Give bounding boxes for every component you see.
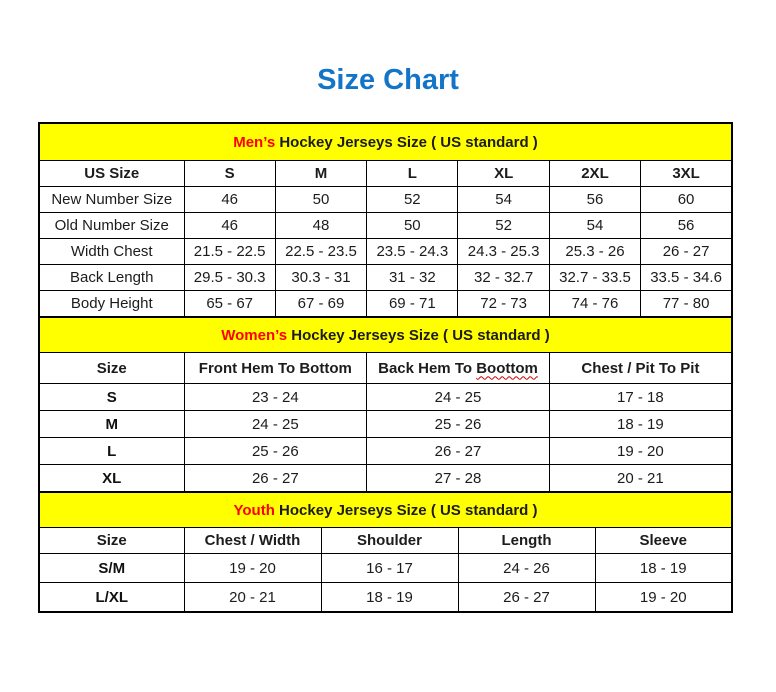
cell-value: 22.5 - 23.5 (275, 239, 366, 265)
row-label: L/XL (39, 583, 184, 613)
size-table-youth (38, 491, 733, 613)
column-header: Size (39, 353, 184, 384)
column-header: Shoulder (321, 528, 458, 554)
cell-value: 26 - 27 (641, 239, 732, 265)
size-table-womens (38, 316, 733, 493)
cell-value: 32 - 32.7 (458, 265, 549, 291)
cell-value: 27 - 28 (367, 465, 550, 493)
column-header: XL (458, 161, 549, 187)
cell-value: 24 - 25 (367, 384, 550, 411)
cell-value: 18 - 19 (321, 583, 458, 613)
table-row (39, 411, 732, 438)
cell-value: 56 (549, 187, 640, 213)
cell-value: 26 - 27 (367, 438, 550, 465)
column-header: US Size (39, 161, 184, 187)
size-table-mens (38, 122, 733, 318)
column-header: 3XL (641, 161, 732, 187)
cell-value: 69 - 71 (367, 291, 458, 318)
cell-value: 50 (275, 187, 366, 213)
cell-value: 19 - 20 (595, 583, 732, 613)
cell-value: 17 - 18 (549, 384, 732, 411)
table-row (39, 213, 732, 239)
column-header: Chest / Pit To Pit (549, 353, 732, 384)
banner-text: Hockey Jerseys Size ( US standard ) (275, 133, 538, 151)
cell-value: 23.5 - 24.3 (367, 239, 458, 265)
cell-value: 16 - 17 (321, 554, 458, 583)
column-header: Size (39, 528, 184, 554)
cell-value: 60 (641, 187, 732, 213)
cell-value: 23 - 24 (184, 384, 367, 411)
cell-value: 50 (367, 213, 458, 239)
banner-text: Hockey Jerseys Size ( US standard ) (287, 326, 550, 344)
row-label: New Number Size (39, 187, 184, 213)
row-label: XL (39, 465, 184, 493)
table-row (39, 465, 732, 493)
section-banner-youth (39, 492, 732, 528)
cell-value: 24 - 26 (458, 554, 595, 583)
cell-value: 56 (641, 213, 732, 239)
cell-value: 25 - 26 (184, 438, 367, 465)
row-label: M (39, 411, 184, 438)
cell-value: 54 (458, 187, 549, 213)
column-header: M (275, 161, 366, 187)
cell-value: 19 - 20 (549, 438, 732, 465)
cell-value: 32.7 - 33.5 (549, 265, 640, 291)
cell-value: 46 (184, 213, 275, 239)
cell-value: 25 - 26 (367, 411, 550, 438)
table-row (39, 554, 732, 583)
column-header: Sleeve (595, 528, 732, 554)
cell-value: 29.5 - 30.3 (184, 265, 275, 291)
banner-text: Hockey Jerseys Size ( US standard ) (274, 501, 538, 519)
cell-value: 19 - 20 (184, 554, 321, 583)
table-row (39, 265, 732, 291)
cell-value: 52 (367, 187, 458, 213)
column-header-text: Back Hem To (378, 359, 477, 377)
banner-highlight: Men’s (233, 133, 276, 151)
table-row (39, 438, 732, 465)
cell-value: 24 - 25 (184, 411, 367, 438)
cell-value: 24.3 - 25.3 (458, 239, 549, 265)
cell-value: 72 - 73 (458, 291, 549, 318)
column-header: 2XL (549, 161, 640, 187)
cell-value: 18 - 19 (595, 554, 732, 583)
banner-highlight: Women’s (221, 326, 288, 344)
cell-value: 67 - 69 (275, 291, 366, 318)
cell-value: 20 - 21 (184, 583, 321, 613)
cell-value: 48 (275, 213, 366, 239)
row-label: Body Height (39, 291, 184, 318)
table-row (39, 384, 732, 411)
cell-value: 25.3 - 26 (549, 239, 640, 265)
cell-value: 26 - 27 (458, 583, 595, 613)
cell-value: 30.3 - 31 (275, 265, 366, 291)
column-header: Length (458, 528, 595, 554)
cell-value: 74 - 76 (549, 291, 640, 318)
column-header: Front Hem To Bottom (184, 353, 367, 384)
column-header: S (184, 161, 275, 187)
cell-value: 77 - 80 (641, 291, 732, 318)
table-row (39, 239, 732, 265)
row-label: Old Number Size (39, 213, 184, 239)
cell-value: 54 (549, 213, 640, 239)
table-row (39, 187, 732, 213)
table-row (39, 583, 732, 613)
row-label: S/M (39, 554, 184, 583)
banner-highlight: Youth (233, 501, 275, 519)
column-header: L (367, 161, 458, 187)
cell-value: 65 - 67 (184, 291, 275, 318)
cell-value: 46 (184, 187, 275, 213)
cell-value: 52 (458, 213, 549, 239)
row-label: L (39, 438, 184, 465)
size-tables-container (38, 122, 733, 613)
row-label: Back Length (39, 265, 184, 291)
cell-value: 20 - 21 (549, 465, 732, 493)
cell-value: 18 - 19 (549, 411, 732, 438)
section-banner-womens (39, 317, 732, 353)
section-banner-mens (39, 123, 732, 161)
cell-value: 31 - 32 (367, 265, 458, 291)
row-label: Width Chest (39, 239, 184, 265)
misspelled-word-spellcheck: Boottom (476, 359, 538, 377)
column-header (367, 353, 550, 384)
column-header: Chest / Width (184, 528, 321, 554)
page-title: Size Chart (317, 64, 459, 96)
cell-value: 33.5 - 34.6 (641, 265, 732, 291)
row-label: S (39, 384, 184, 411)
cell-value: 26 - 27 (184, 465, 367, 493)
table-row (39, 291, 732, 318)
cell-value: 21.5 - 22.5 (184, 239, 275, 265)
